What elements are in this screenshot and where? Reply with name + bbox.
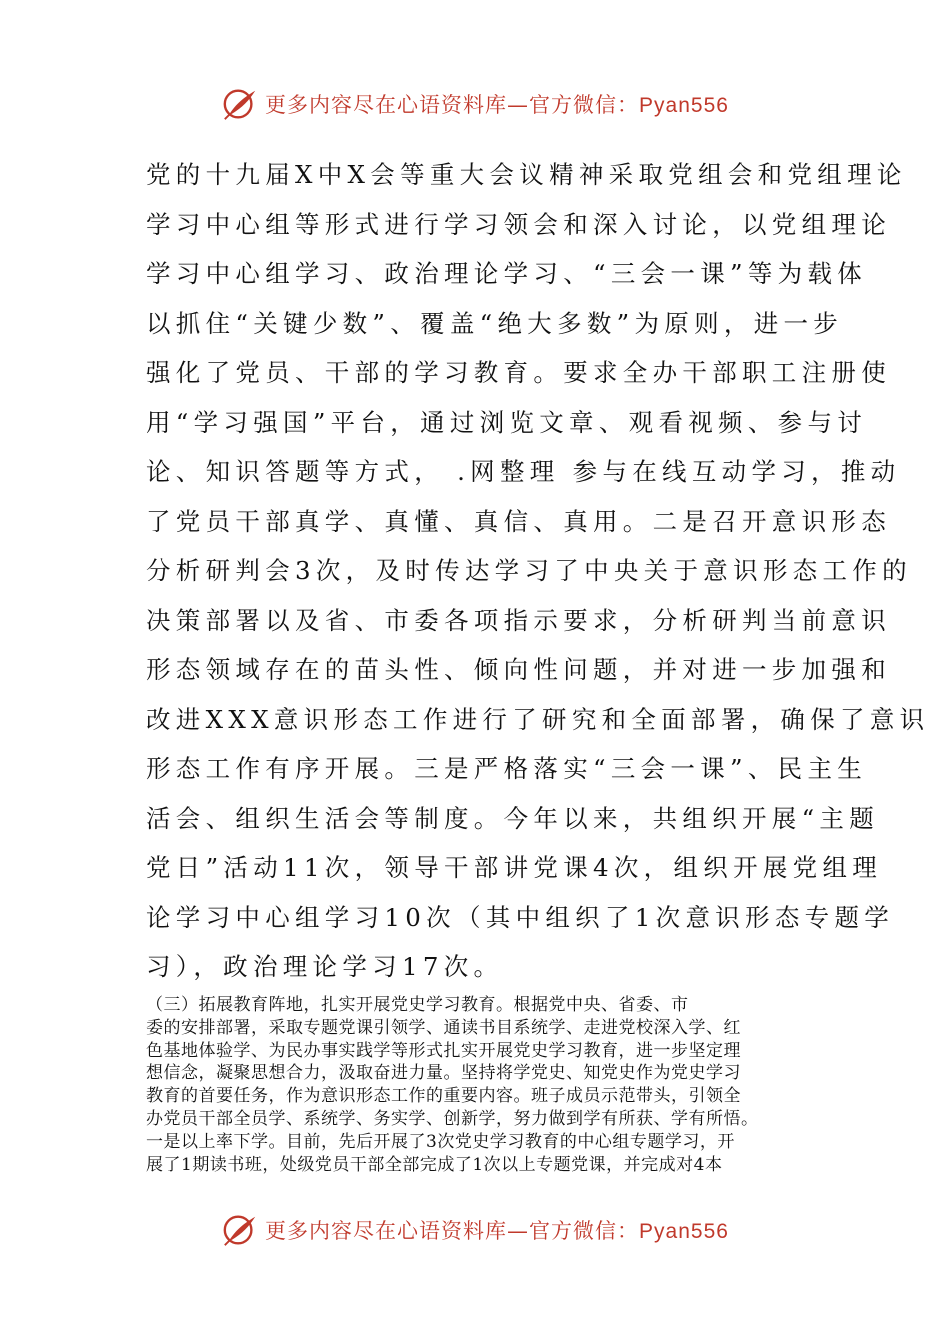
text-line: 学习中心组等形式进行学习领会和深入讨论，以党组理论: [146, 209, 891, 239]
text-line: 强化了党员、干部的学习教育。要求全办干部职工注册使: [146, 358, 891, 387]
text-line: 习），政治理论学习17次。: [146, 952, 504, 981]
quill-logo-icon: [221, 1211, 259, 1249]
text-line: 论学习中心组学习10次（其中组织了1次意识形态专题学: [146, 902, 895, 932]
text-line: 改进XXX意识形态工作进行了研究和全面部署，确保了意识: [146, 704, 930, 734]
text-line: （三）拓展教育阵地，扎实开展党史学习教育。根据党中央、省委、市: [146, 995, 689, 1015]
text-line: 办党员干部全员学、系统学、务实学、创新学，努力做到学有所获、学有所悟。: [146, 1108, 759, 1129]
text-line: 形态领域存在的苗头性、倾向性问题，并对进一步加强和: [146, 655, 891, 684]
text-line: 决策部署以及省、市委各项指示要求，分析研判当前意识: [146, 605, 891, 635]
text-line: 一是以上率下学。目前，先后开展了3次党史学习教育的中心组专题学习，开: [146, 1131, 735, 1152]
text-line: 展了1期读书班，处级党员干部全部完成了1次以上专题党课，并完成对4本: [146, 1154, 723, 1175]
text-line: 党的十九届X中X会等重大会议精神采取党组会和党组理论: [146, 160, 907, 189]
text-line: 学习中心组学习、政治理论学习、“三会一课”等为载体: [146, 259, 868, 288]
text-line: 活会、组织生活会等制度。今年以来，共组织开展“主题: [146, 803, 880, 833]
text-line: 教育的首要任务，作为意识形态工作的重要内容。班子成员示范带头，引领全: [146, 1086, 741, 1107]
header-banner-text: 更多内容尽在心语资料库—官方微信：Pyan556: [265, 93, 729, 117]
text-line: 党日”活动11次，领导干部讲党课4次，组织开展党组理: [146, 853, 883, 882]
footer-banner-text: 更多内容尽在心语资料库—官方微信：Pyan556: [265, 1219, 729, 1243]
text-line: 了党员干部真学、真懂、真信、真用。二是召开意识形态: [146, 506, 891, 536]
text-line: 委的安排部署，采取专题党课引领学、通读书目系统学、走进党校深入学、红: [146, 1017, 741, 1038]
text-line: 形态工作有序开展。三是严格落实“三会一课”、民主生: [146, 754, 868, 783]
main-paragraph: [146, 150, 930, 992]
text-line: 色基地体验学、为民办事实践学等形式扎实开展党史学习教育，进一步坚定理: [146, 1040, 741, 1061]
text-line: 论、知识答题等方式， .网整理 参与在线互动学习，推动: [146, 457, 901, 486]
text-line: 分析研判会3次，及时传达学习了中央关于意识形态工作的: [146, 556, 912, 585]
text-line: 以抓住“关键少数”、覆盖“绝大多数”为原则，进一步: [146, 308, 844, 338]
footer-watermark-banner: [0, 1208, 950, 1252]
text-line: 用“学习强国”平台，通过浏览文章、观看视频、参与讨: [146, 407, 868, 437]
text-line: 想信念，凝聚思想合力，汲取奋进力量。坚持将学党史、知党史作为党史学习: [146, 1063, 741, 1084]
section-three-paragraph: [146, 994, 810, 1176]
header-watermark-banner: [0, 82, 950, 126]
quill-logo-icon: [221, 85, 259, 123]
